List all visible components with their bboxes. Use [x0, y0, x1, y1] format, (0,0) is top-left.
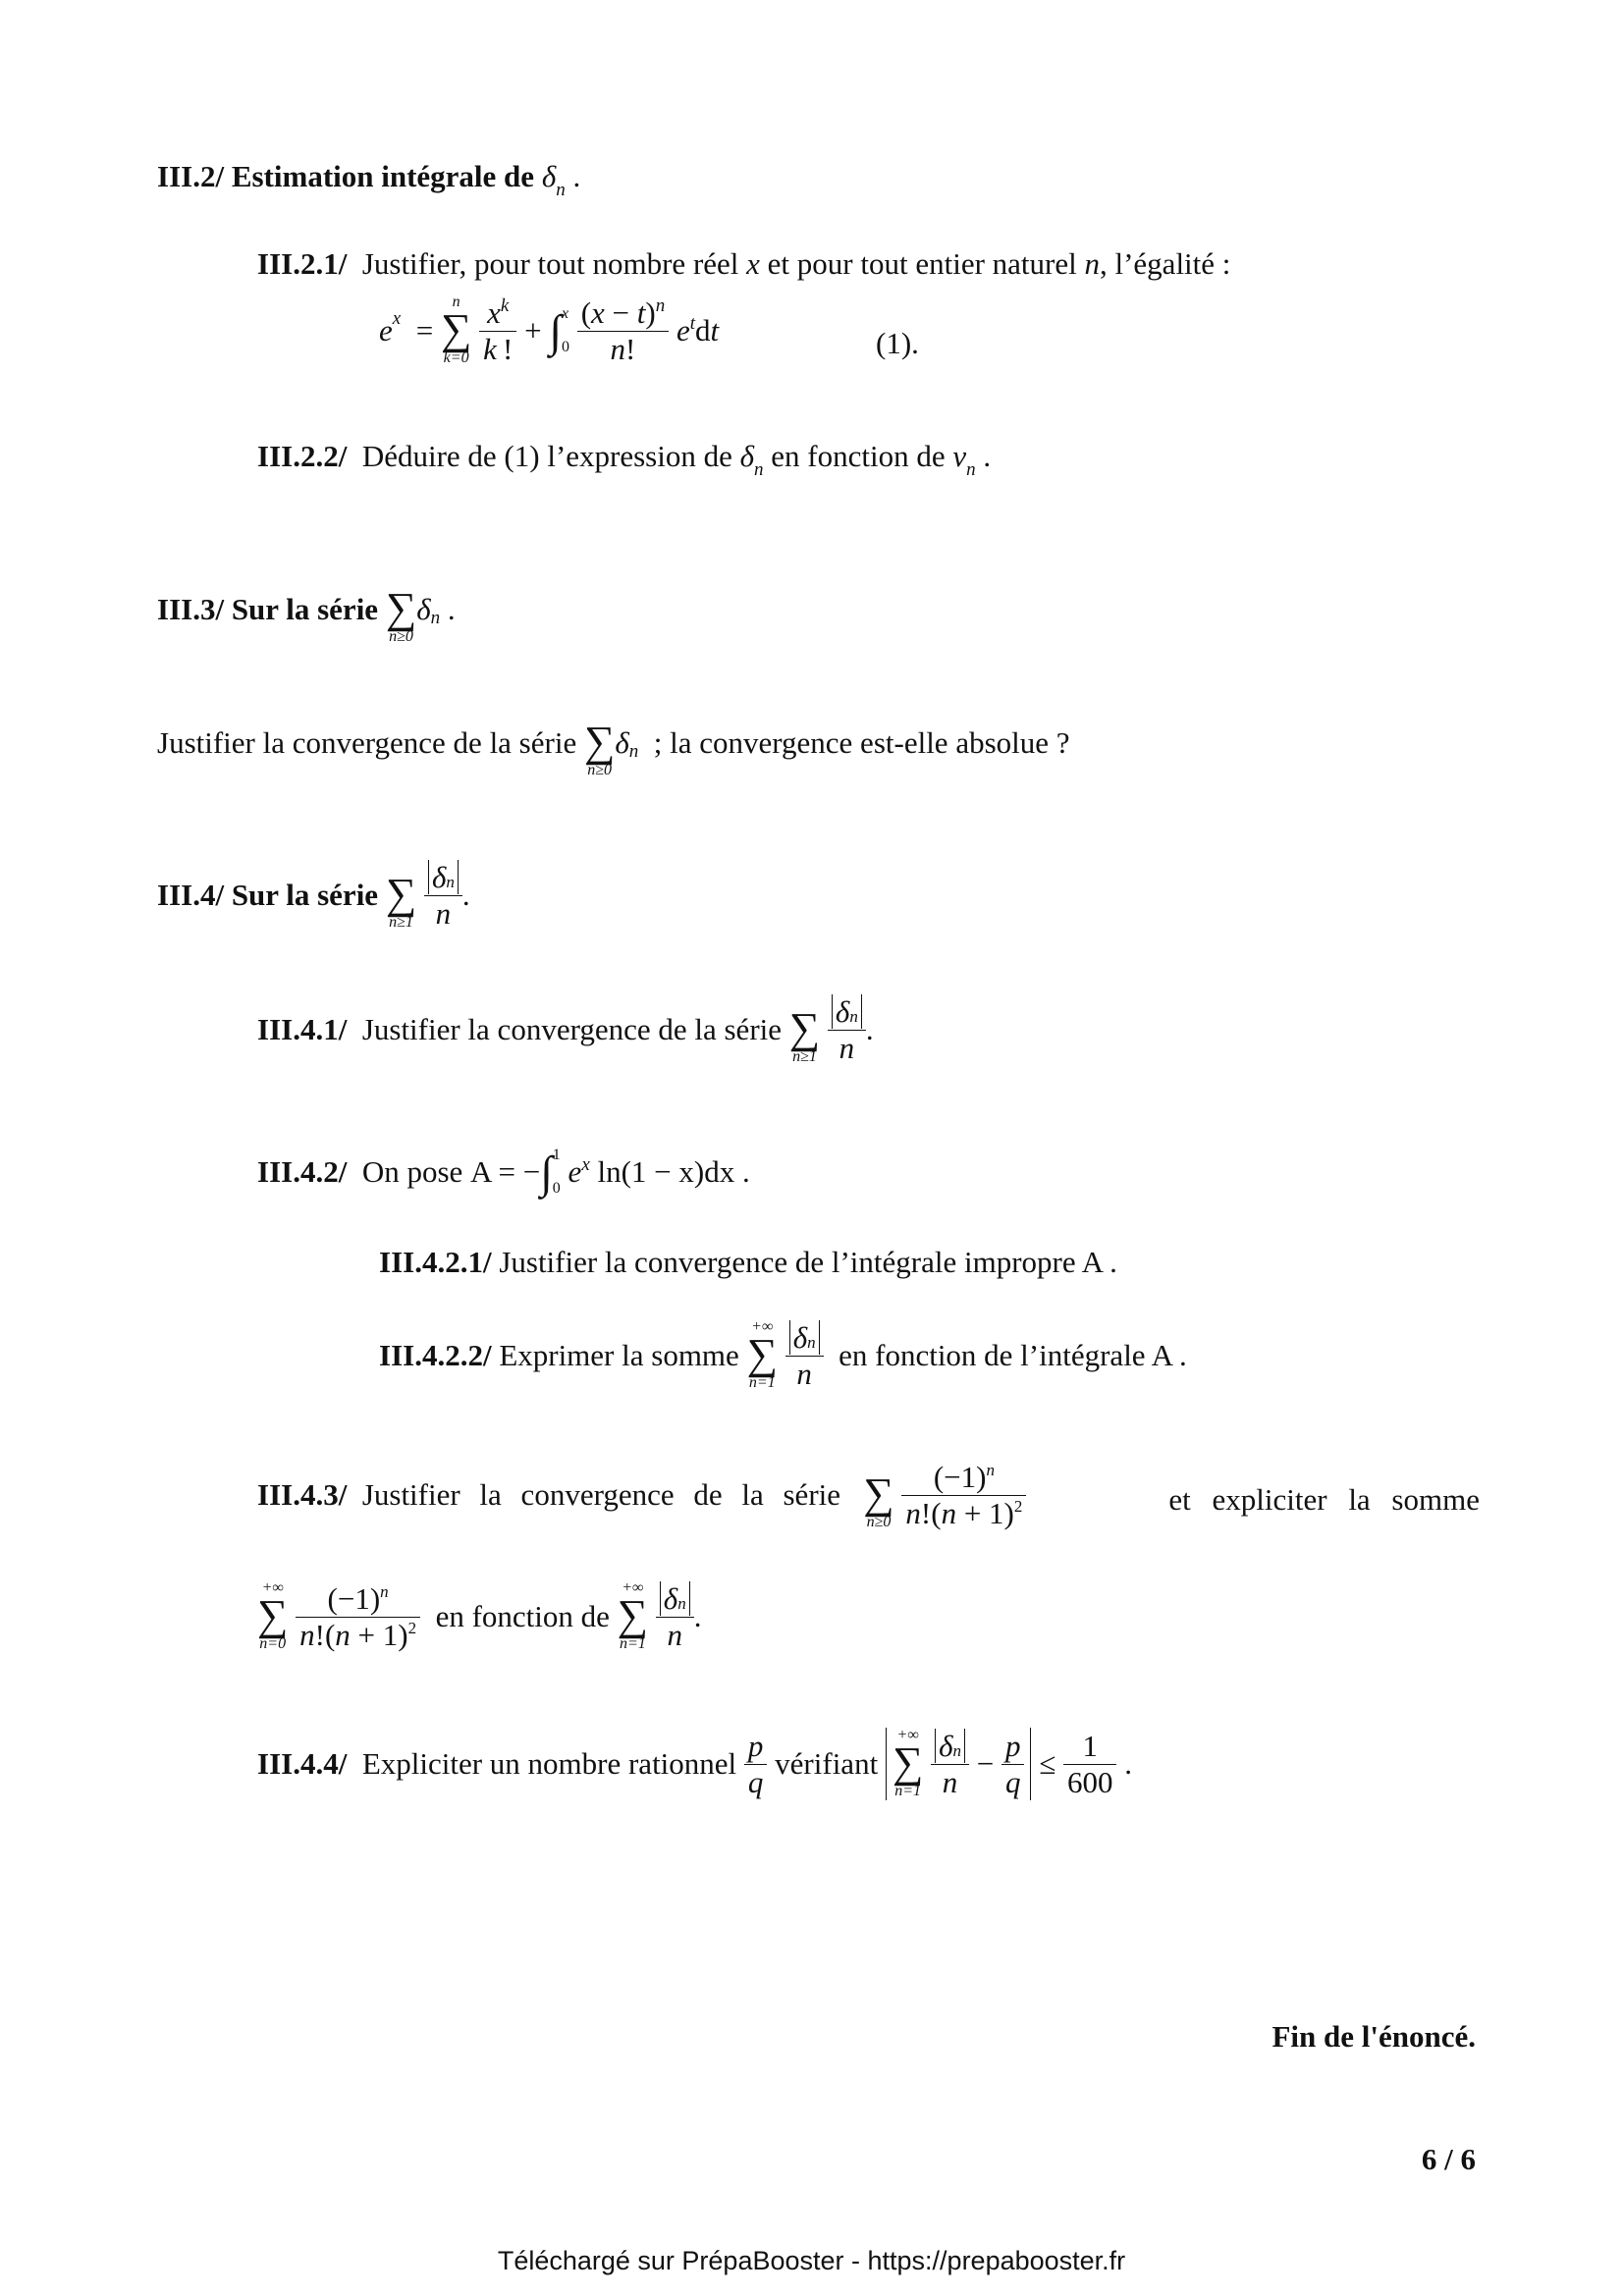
section-heading-III-2: [157, 159, 581, 200]
question-III-2-1: [257, 246, 1230, 282]
footer-download-note: Téléchargé sur PrépaBooster - https://prepabooster.fr: [497, 2246, 1126, 2275]
equation-ref: (1): [504, 439, 540, 473]
integrand: ln(1 − x)dx .: [597, 1154, 750, 1189]
sum-index: n=1: [619, 1635, 646, 1652]
question-text-b: en fonction de l’intégrale A .: [839, 1338, 1187, 1372]
question-number: III.4.3/: [257, 1477, 348, 1512]
section-number: III.2/: [157, 159, 225, 193]
section-title: Estimation intégrale de: [231, 159, 535, 193]
paragraph-text-b: ; la convergence est-elle absolue ?: [653, 725, 1070, 760]
period: .: [572, 159, 581, 193]
question-number: III.2.1/: [257, 246, 348, 281]
question-text: On pose: [361, 1154, 463, 1189]
delta-symbol: δ: [739, 439, 755, 473]
lower-bound: 0: [552, 1180, 561, 1197]
question-III-4-2-2: III.4.2.2/ Exprimer la somme +∞ ∑ n=1 $\frac{\delta n}{n}$ en fonction de l’intégrale A .: [379, 1318, 1187, 1391]
section-number: III.4/: [157, 878, 225, 912]
sum-index: n≥0: [866, 1514, 892, 1530]
sum-upper: +∞: [751, 1318, 774, 1335]
sum-index: n≥0: [389, 628, 413, 645]
subscript-n: n: [556, 180, 566, 200]
question-III-4-2-1: [379, 1245, 1117, 1280]
upper-bound: 1: [552, 1147, 561, 1163]
question-text: Justifier la convergence de l’intégrale impropre A .: [499, 1245, 1117, 1279]
question-number: III.2.2/: [257, 439, 348, 473]
question-text-b: et pour tout entier naturel: [767, 246, 1077, 281]
sum-index: n≥1: [792, 1048, 817, 1065]
absolute-value: +∞ ∑ n=1 $\frac{\delta n}{n}$ − $\frac{p}{q}$: [886, 1728, 1032, 1800]
section-number: III.3/: [157, 592, 225, 626]
question-number: III.4.4/: [257, 1746, 348, 1781]
sum-upper: +∞: [896, 1727, 919, 1743]
period: .: [461, 878, 470, 912]
sum-upper: +∞: [622, 1579, 644, 1596]
question-text-a: Justifier la convergence de la série: [361, 1477, 841, 1512]
sum-upper: +∞: [261, 1579, 284, 1596]
question-number: III.4.1/: [257, 1012, 348, 1046]
question-number: III.4.2.1/: [379, 1245, 492, 1279]
paragraph-text-a: Justifier la convergence de la série: [157, 725, 577, 760]
var-x: x: [746, 246, 760, 281]
question-text-b: l’expression de: [547, 439, 732, 473]
sum-index: n≥1: [389, 914, 413, 931]
question-III-4-4: III.4.4/ Expliciter un nombre rationnel $\frac{p}{q}$ vérifiant +∞ ∑ n=1 $\frac{\delta n}{n}$ − $\frac{p}{q}$ ≤ $\frac{1}{600}$ .: [257, 1727, 1132, 1799]
equation-1: $e^x$ = n ∑ k=0 $\frac{x^k}{k !}$ + ∫x 0 $\frac{(x - t)^n}{n!}$ $e^tdt$: [379, 294, 720, 366]
question-text-b: vérifiant: [775, 1746, 879, 1781]
question-text-a: Justifier, pour tout nombre réel: [361, 246, 739, 281]
delta-symbol: δ: [416, 592, 431, 626]
question-text-c: , l’égalité :: [1099, 246, 1231, 281]
period: .: [983, 439, 992, 473]
section-title: Sur la série: [231, 878, 379, 912]
sum-index: n=0: [259, 1635, 287, 1652]
delta-symbol: δ: [541, 159, 557, 193]
question-text: Justifier la convergence de la série: [361, 1012, 783, 1046]
integral-lhs: A = −: [470, 1154, 541, 1189]
bound-denominator: 600: [1063, 1764, 1117, 1800]
sum-index: n=1: [894, 1783, 922, 1799]
sum-index: n≥0: [587, 762, 613, 778]
question-number: III.4.2.2/: [379, 1338, 492, 1372]
section-title: Sur la série: [231, 592, 379, 626]
section-heading-III-4: III.4/ Sur la série ∑ n≥1 $\frac{\delta n}{n}$ .: [157, 859, 470, 931]
question-III-2-2: III.2.2/ Déduire de (1) l’expression de $\delta_n$ en fonction de $v_n$ .: [257, 439, 992, 480]
period: .: [693, 1599, 702, 1633]
period: .: [1124, 1746, 1132, 1781]
question-text-a: Exprimer la somme: [499, 1338, 739, 1372]
period: .: [447, 592, 456, 626]
paragraph-III-3: Justifier la convergence de la série ∑ n≥0 $\delta_n$ ; la convergence est-elle absolue ?: [157, 718, 1070, 778]
var-n: n: [1084, 246, 1100, 281]
question-text-b: et expliciter la somme: [1168, 1482, 1480, 1517]
period: .: [865, 1012, 874, 1046]
question-number: III.4.2/: [257, 1154, 348, 1189]
bound-numerator: 1: [1082, 1728, 1098, 1763]
sum-index: n=1: [748, 1374, 776, 1391]
page-number: 6 / 6: [1421, 2142, 1476, 2176]
section-heading-III-3: III.3/ Sur la série ∑ n≥0 $\delta_n$ .: [157, 584, 456, 645]
question-III-4-2: III.4.2/ On pose A = −∫1 0 $e^x$ ln(1 − x)dx .: [257, 1147, 750, 1198]
var-v: v: [952, 439, 967, 473]
question-III-4-3: III.4.3/ Justifier la convergence de la série ∑ n≥0 $\frac{(-1)^n}{n!(n + 1)^2}$ et expliciter la somme: [257, 1459, 1480, 1530]
question-text-c: en fonction de: [771, 439, 946, 473]
end-of-statement: Fin de l'énoncé.: [1271, 2019, 1476, 2054]
equation-label: (1).: [876, 326, 919, 360]
question-text-a: Déduire de: [361, 439, 497, 473]
question-III-4-1: III.4.1/ Justifier la convergence de la série ∑ n≥1 $\frac{\delta n}{n}$ .: [257, 993, 874, 1065]
question-III-4-3-cont: +∞ ∑ n=0 $\frac{(-1)^n}{n!(n + 1)^2}$ en fonction de +∞ ∑ n=1 $\frac{\delta n}{n}$ .: [257, 1579, 702, 1652]
question-text-c: en fonction de: [435, 1599, 610, 1633]
question-text-a: Expliciter un nombre rationnel: [361, 1746, 737, 1781]
